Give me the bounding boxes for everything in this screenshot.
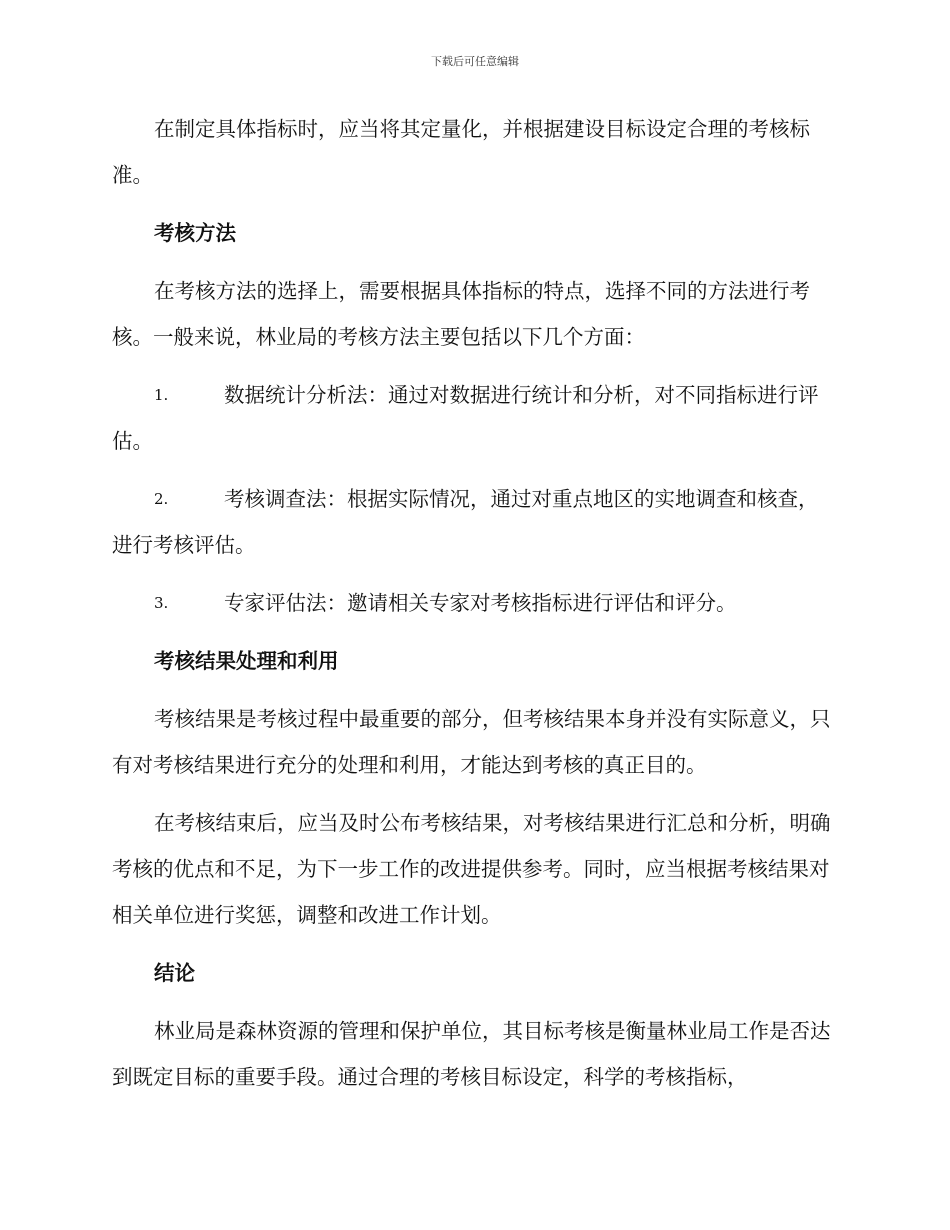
heading-conclusion: 结论: [154, 961, 195, 985]
list-item-expert-evaluation: [112, 580, 836, 626]
document-body: [112, 106, 836, 1112]
heading-result-processing: 考核结果处理和利用: [154, 649, 339, 673]
paragraph-result-importance: 考核结果是考核过程中最重要的部分，但考核结果本身并没有实际意义，只有对考核结果进行充分的处理和利用，才能达到考核的真正目的。: [112, 707, 831, 777]
list-item-text: 专家评估法：邀请相关专家对考核指标进行评估和评分。: [224, 591, 737, 615]
list-item-statistical-analysis: [112, 372, 836, 464]
paragraph-result-publication: 在考核结束后，应当及时公布考核结果，对考核结果进行汇总和分析，明确考核的优点和不足，为下一步工作的改进提供参考。同时，应当根据考核结果对相关单位进行奖惩，调整和改进工作计划。: [112, 811, 831, 927]
list-item-field-survey: [112, 476, 836, 568]
list-item-text: 数据统计分析法：通过对数据进行统计和分析，对不同指标进行评估。: [112, 383, 819, 453]
paragraph-method-selection: 在考核方法的选择上，需要根据具体指标的特点，选择不同的方法进行考核。一般来说，林业局的考核方法主要包括以下几个方面：: [112, 279, 810, 349]
list-number: 3.: [154, 594, 169, 612]
heading-assessment-methods: 考核方法: [154, 221, 236, 245]
paragraph-conclusion: 林业局是森林资源的管理和保护单位，其目标考核是衡量林业局工作是否达到既定目标的重要手段。通过合理的考核目标设定，科学的考核指标，: [112, 1019, 831, 1089]
paragraph-indicator-quantification: 在制定具体指标时，应当将其定量化，并根据建设目标设定合理的考核标准。: [112, 117, 810, 187]
list-number: 2.: [154, 490, 169, 508]
page-header: 下载后可任意编辑: [431, 55, 519, 68]
list-number: 1.: [154, 386, 169, 404]
list-item-text: 考核调查法：根据实际情况，通过对重点地区的实地调查和核查，进行考核评估。: [112, 487, 819, 557]
